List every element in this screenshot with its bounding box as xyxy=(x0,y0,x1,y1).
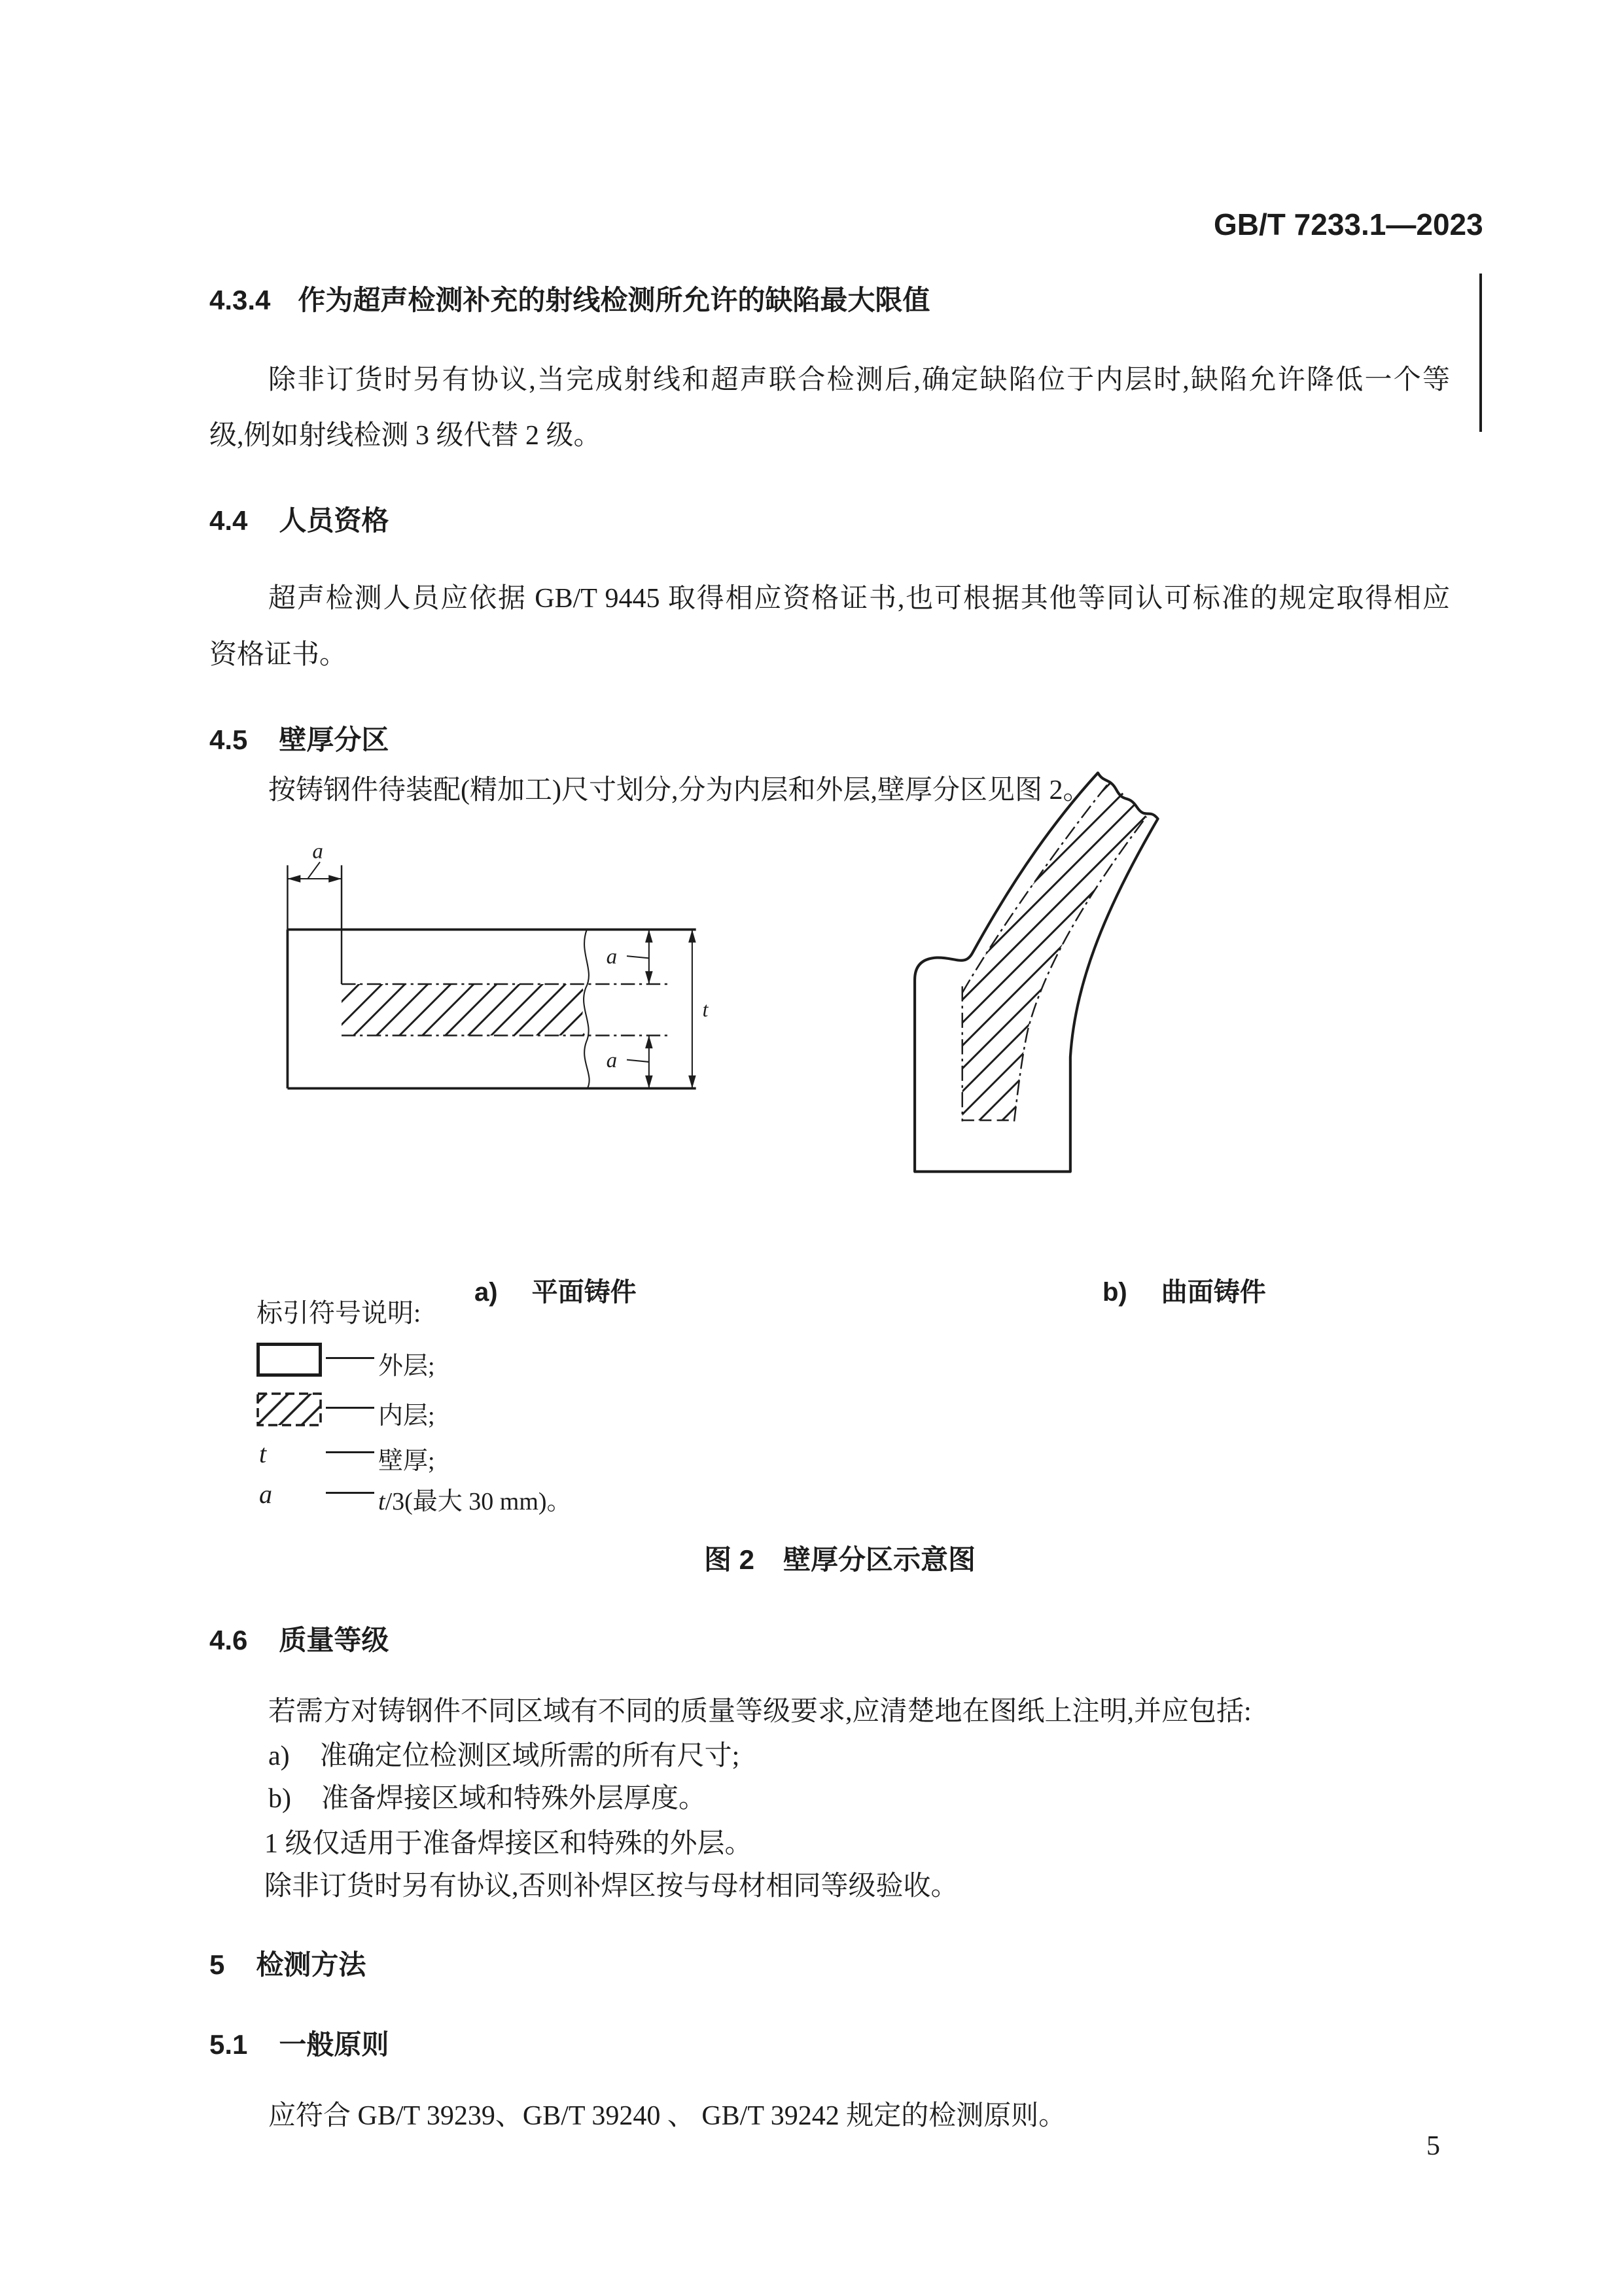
paragraph-line: 级,例如射线检测 3 级代替 2 级。 xyxy=(209,421,601,451)
paragraph-line: 1 级仅适用于准备焊接区和特殊的外层。 xyxy=(264,1829,752,1859)
paragraph-line: 除非订货时另有协议,否则补焊区按与母材相同等级验收。 xyxy=(264,1871,959,1901)
list-item-a: a) 准确定位检测区域所需的所有尺寸; xyxy=(268,1741,740,1771)
section-number: 5.1 xyxy=(209,2029,248,2060)
figure-2-caption: 图 2 壁厚分区示意图 xyxy=(704,1544,976,1575)
legend-symbol-a: a xyxy=(259,1479,272,1509)
legend-label-t: 壁厚; xyxy=(378,1447,435,1475)
section-5-heading xyxy=(209,1950,366,1980)
planar-casting-diagram xyxy=(287,840,709,1089)
section-number: 5 xyxy=(209,1949,225,1980)
page-number: 5 xyxy=(1426,2131,1440,2161)
section-number: 4.5 xyxy=(209,724,248,755)
legend-leader-line xyxy=(326,1451,374,1453)
inner-layer-swatch xyxy=(256,1392,322,1430)
section-title: 一般原则 xyxy=(279,2029,389,2060)
section-title: 壁厚分区 xyxy=(279,724,389,755)
dim-label-t: t xyxy=(702,998,709,1021)
section-4-6-heading xyxy=(209,1625,389,1655)
section-number: 4.3.4 xyxy=(209,285,271,315)
paragraph-line: 若需方对铸钢件不同区域有不同的质量等级要求,应清楚地在图纸上注明,并应包括: xyxy=(268,1697,1252,1727)
legend-leader-line xyxy=(326,1492,374,1494)
section-4-4-heading xyxy=(209,506,389,536)
legend-symbol-t: t xyxy=(259,1439,267,1468)
paragraph-line: 超声检测人员应依据 GB/T 9445 取得相应资格证书,也可根据其他等同认可标准的规定取得相应 xyxy=(268,584,1450,614)
legend-leader-line xyxy=(326,1407,374,1409)
curved-casting-diagram xyxy=(915,773,1158,1171)
outer-layer-swatch xyxy=(256,1343,322,1380)
revision-change-bar xyxy=(1479,274,1482,432)
section-title: 人员资格 xyxy=(279,505,389,536)
section-number: 4.6 xyxy=(209,1625,248,1655)
figure-2-drawing xyxy=(249,746,1426,1322)
legend-leader-line xyxy=(326,1357,374,1359)
dim-label-a-lower: a xyxy=(606,1049,618,1073)
paragraph-line: 应符合 GB/T 39239、GB/T 39240 、 GB/T 39242 规定的检测原则。 xyxy=(268,2101,1067,2131)
paragraph-line: 除非订货时另有协议,当完成射线和超声联合检测后,确定缺陷位于内层时,缺陷允许降低一个等 xyxy=(268,365,1450,395)
dim-label-a-top: a xyxy=(312,839,323,864)
paragraph-line: 按铸钢件待装配(精加工)尺寸划分,分为内层和外层,壁厚分区见图 2。 xyxy=(268,775,1091,805)
section-title: 质量等级 xyxy=(279,1625,389,1655)
section-4-3-4-heading xyxy=(209,285,930,315)
section-title: 检测方法 xyxy=(256,1949,366,1980)
caption-curved-casting: b) 曲面铸件 xyxy=(1102,1278,1266,1307)
legend-title: 标引符号说明: xyxy=(256,1298,421,1328)
list-item-b: b) 准备焊接区域和特殊外层厚度。 xyxy=(268,1784,707,1814)
legend-label-outer: 外层; xyxy=(378,1352,435,1380)
section-number: 4.4 xyxy=(209,505,248,536)
caption-planar-casting: a) 平面铸件 xyxy=(474,1278,637,1307)
legend-label-inner: 内层; xyxy=(378,1402,435,1430)
standard-number-header: GB/T 7233.1—2023 xyxy=(1214,207,1483,241)
legend-label-a: t/3(最大 30 mm)。 xyxy=(378,1488,572,1515)
section-5-1-heading xyxy=(209,2030,389,2060)
section-title: 作为超声检测补充的射线检测所允许的缺陷最大限值 xyxy=(298,285,930,315)
paragraph-line: 资格证书。 xyxy=(209,640,347,670)
figure-2 xyxy=(249,746,1426,1322)
dim-label-a-upper: a xyxy=(606,945,618,969)
